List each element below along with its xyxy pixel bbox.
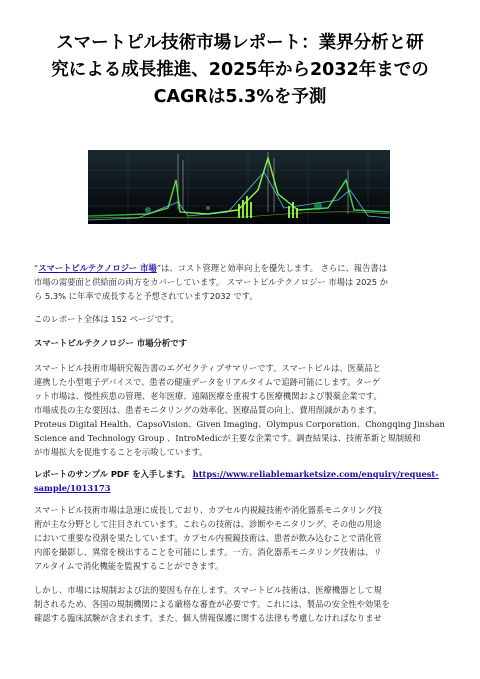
report-title: [28, 30, 452, 111]
regulation-text: 確認する臨床試験が含まれます。また、個人情報保護に関する法律も考慮しなければなりませ: [34, 613, 382, 623]
summary-text: ット市場は、慢性疾患の管理、老年医療、遠隔医療を重視する医療機関および製薬企業です。: [34, 391, 382, 401]
summary-text: が市場拡大を促進することを示唆しています。: [34, 447, 208, 457]
pages-note-text: このレポート全体は 152 ページです。: [34, 314, 179, 324]
technologies-paragraph: [34, 503, 446, 573]
summary-paragraph: [34, 361, 446, 459]
technologies-text: において重要な役割を果たしています。カプセル内視鏡技術は、患者が飲み込むことで消化管: [34, 533, 382, 543]
sample-request: [34, 467, 446, 495]
pages-note: [34, 312, 446, 326]
sample-url-link[interactable]: https://www.reliablemarketsize.com/enquiry/request-: [192, 469, 439, 479]
summary-text: スマートピル技術市場研究報告書のエグゼクティブサマリーです。スマートピルは、医薬品と: [34, 363, 381, 373]
intro-text: 市場の需要面と供給面の両方をカバーしています。 スマートピルテクノロジー 市場は 2025 か: [34, 277, 388, 287]
intro-paragraph: [34, 261, 446, 303]
technologies-text: アルタイムで消化機能を監視することができます。: [34, 561, 224, 571]
intro-text: ら 5.3% に年率で成長すると予想されています2032 です。: [34, 291, 258, 301]
summary-text: 連携した小型電子デバイスで、患者の健康データをリアルタイムで追跡可能にします。ターゲ: [34, 377, 381, 387]
intro-text: ”は、コスト管理と効率向上を優先します。 さらに、報告書は: [156, 263, 387, 273]
summary-text: Science and Technology Group 、IntroMedicが主要な企業です。調査結果は、技術革新と規制緩和: [34, 433, 421, 443]
title-line: CAGRは5.3%を予測: [153, 87, 327, 107]
technologies-text: 術が主な分野として注目されています。これらの技術は、診断やモニタリング、その他の用途: [34, 519, 382, 529]
regulation-text: しかし、市場には規制および法的要因も存在します。スマートピル技術は、医療機器として規: [34, 585, 382, 595]
summary-text: Proteus Digital Health、CapsoVision、Given Imaging、Olympus Corporation、Chongqing Jinshan: [34, 419, 445, 429]
section-heading-text: スマートピルテクノロジー 市場分析です: [34, 338, 187, 348]
section-heading: [34, 336, 446, 350]
regulation-paragraph: [34, 583, 446, 625]
summary-text: 市場成長の主な要因は、患者モニタリングの効率化、医療品質の向上、費用削減があります。: [34, 405, 382, 415]
title-line: 究による成長推進、2025年から2032年までの: [51, 60, 429, 80]
title-line: スマートピル技術市場レポート：業界分析と研: [56, 33, 424, 53]
data-visualization-graphic: [88, 150, 390, 224]
regulation-text: 制されるため、各国の規制機関による厳格な審査が必要です。これには、製品の安全性や効果を: [34, 599, 390, 609]
technologies-text: 内部を撮影し、異常を検出することを可能にします。一方、消化器系モニタリング技術は、リ: [34, 547, 382, 557]
market-link[interactable]: スマートピルテクノロジー 市場: [38, 263, 157, 273]
quote-mark: “: [34, 263, 39, 273]
banner-image: [88, 150, 390, 224]
technologies-text: スマートピル技術市場は急速に成長しており、カプセル内視鏡技術や消化器系モニタリング技: [34, 505, 383, 515]
sample-label: レポートのサンプル PDF を入手します。: [34, 469, 193, 479]
sample-url-link[interactable]: sample/1013173: [34, 483, 111, 493]
